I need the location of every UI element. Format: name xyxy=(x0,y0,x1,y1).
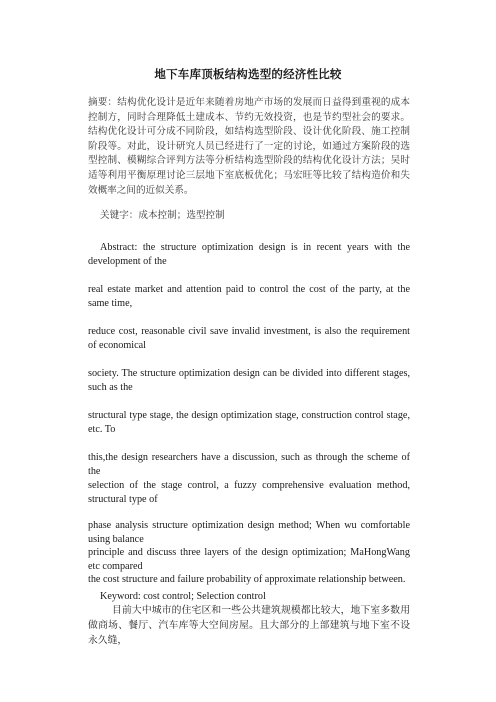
abstract-english-line: Abstract: the structure optimization design is in recent years with the development of the xyxy=(88,242,410,268)
abstract-chinese: 摘要：结构优化设计是近年来随着房地产市场的发展而日益得到重视的成本控制方，同时合理降低土建成本、节约无效投资，也是节约型社会的要求。结构优化设计可分成不同阶段，如结构选型阶段、设计优化阶段、施工控制阶段等。对此，设计研究人员已经进行了一定的讨论，如通过方案阶段的选型控制、模糊综合评判方法等分析结构选型阶段的结构优化设计方法；吴时适等利用平衡原理讨论三层地下室底板优化；马宏旺等比较了结构造价和失效概率之间的近似关系。 xyxy=(88,97,410,196)
document-title: 地下车库顶板结构选型的经济性比较 xyxy=(154,67,342,81)
abstract-english-line: the cost structure and failure probability of approximate relationship between. xyxy=(88,574,406,585)
abstract-english-line: reduce cost, reasonable civil save invalid investment, is also the requirement of economical xyxy=(88,326,410,352)
abstract-english-line: this,the design researchers have a discussion, such as through the scheme of the xyxy=(88,452,410,478)
abstract-english-line: structural type stage, the design optimization stage, construction control stage, etc. To xyxy=(88,410,410,436)
abstract-english-line: principle and discuss three layers of the design optimization; MaHongWang etc compared xyxy=(88,547,410,573)
keywords-english: Keyword: cost control; Selection control xyxy=(100,591,266,602)
abstract-english-line: selection of the stage control, a fuzzy comprehensive evaluation method, structural type of xyxy=(88,480,410,506)
keywords-chinese: 关键字：成本控制；选型控制 xyxy=(100,210,225,221)
intro-paragraph: 目前大中城市的住宅区和一些公共建筑规模都比较大，地下室多数用做商场、餐厅、汽车库等大空间房屋。且大部分的上部建筑与地下室不设永久缝， xyxy=(88,605,410,646)
abstract-english-line: real estate market and attention paid to control the cost of the party, at the same time, xyxy=(88,284,410,310)
abstract-english-line: phase analysis structure optimization design method; When wu comfortable using balance xyxy=(88,520,410,546)
abstract-english-line: society. The structure optimization design can be divided into different stages, such as the xyxy=(88,368,410,394)
